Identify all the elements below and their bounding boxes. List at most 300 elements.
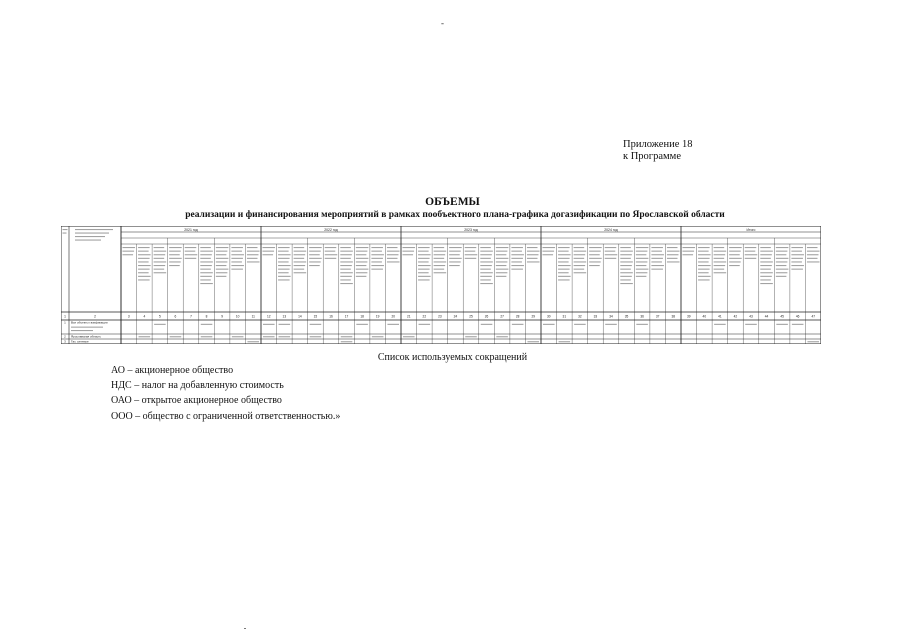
cell-value-fragment (419, 324, 431, 325)
abbreviation-item: ОАО – открытое акционерное общество (111, 395, 282, 407)
header-text-fragment (791, 269, 803, 270)
header-text-fragment (480, 247, 491, 248)
header-text-fragment (247, 247, 258, 248)
header-text-fragment (465, 251, 476, 252)
header-text-fragment (216, 276, 227, 277)
header-text-fragment (480, 279, 491, 280)
header-text-fragment (667, 258, 678, 259)
header-text-fragment (371, 269, 383, 270)
header-text-fragment (418, 258, 430, 259)
header-text-fragment (574, 265, 586, 266)
cell-value-fragment (527, 341, 539, 342)
header-text-fragment (543, 254, 554, 255)
header-text-fragment (558, 265, 571, 266)
header-text-fragment (154, 269, 165, 270)
header-text-fragment (620, 251, 633, 252)
header-text-fragment (418, 265, 431, 266)
header-text-fragment (154, 251, 167, 252)
header-text-fragment (263, 254, 274, 255)
column-number: 37 (655, 314, 660, 319)
cell-value-fragment (714, 324, 726, 325)
header-text-fragment (434, 269, 445, 270)
cell-value-fragment (310, 324, 322, 325)
header-text-fragment (574, 261, 587, 262)
header-text-fragment (620, 265, 632, 266)
cell-value-fragment (170, 336, 182, 337)
cell-value-fragment (263, 336, 275, 337)
header-text-fragment (340, 279, 351, 280)
header-text-fragment (698, 269, 710, 270)
header-text-fragment (791, 261, 802, 262)
header-text-fragment (278, 254, 291, 255)
column-number: 4 (143, 314, 146, 319)
header-text-fragment (776, 276, 787, 277)
header-text-fragment (776, 265, 787, 266)
cell-value-fragment (559, 341, 571, 342)
appendix-line-2: к Программе (623, 151, 681, 162)
header-text-fragment (527, 261, 540, 262)
header-text-fragment (216, 251, 228, 252)
header-text-fragment (807, 258, 818, 259)
header-text-fragment (480, 251, 493, 252)
column-number: 2 (94, 314, 96, 319)
header-text-fragment (138, 258, 150, 259)
header-text-fragment (185, 251, 196, 252)
header-text-fragment (169, 251, 181, 252)
header-text-fragment (480, 272, 493, 273)
header-text-fragment (620, 269, 631, 270)
header-text-fragment (496, 254, 507, 255)
header-text-fragment (294, 261, 307, 262)
header-text-fragment (185, 258, 197, 259)
header-text-fragment (185, 247, 197, 248)
header-text-fragment (558, 258, 570, 259)
header-text-fragment (340, 283, 353, 284)
header-text-fragment (200, 279, 211, 280)
header-text-fragment (574, 258, 585, 259)
header-text-fragment (309, 261, 321, 262)
header-text-fragment (200, 261, 213, 262)
header-text-fragment (340, 265, 352, 266)
row-number: 1 (64, 320, 66, 325)
column-number: 42 (733, 314, 738, 319)
header-text-fragment (418, 269, 430, 270)
header-text-fragment (605, 251, 616, 252)
appendix-note (623, 139, 692, 163)
header-text-fragment (403, 247, 416, 248)
header-text-fragment (465, 254, 478, 255)
cell-value-fragment (310, 336, 322, 337)
header-text-fragment (760, 247, 771, 248)
header-text-fragment (714, 269, 725, 270)
header-text-fragment (760, 279, 771, 280)
header-text-fragment (636, 254, 647, 255)
header-text-fragment (745, 258, 757, 259)
header-text-fragment (714, 247, 725, 248)
column-number: 24 (453, 314, 458, 319)
header-text-fragment (714, 251, 727, 252)
header-text-fragment (138, 254, 151, 255)
header-text-fragment (465, 247, 477, 248)
header-text-fragment (138, 261, 149, 262)
cell-value-fragment (201, 336, 213, 337)
header-text-fragment (340, 276, 352, 277)
year-header: 2021 год (184, 227, 198, 232)
header-text-fragment (496, 247, 509, 248)
header-text-fragment (216, 272, 228, 273)
header-text-fragment (169, 254, 180, 255)
header-text-fragment (589, 247, 602, 248)
header-text-fragment (480, 258, 491, 259)
header-text-fragment (683, 254, 694, 255)
header-text-fragment (154, 258, 165, 259)
financing-table-grid (61, 226, 821, 344)
header-text-fragment (325, 251, 336, 252)
header-text-fragment (776, 261, 788, 262)
header-text-fragment (138, 276, 151, 277)
header-text-fragment (605, 254, 618, 255)
header-text-fragment (480, 283, 493, 284)
header-text-fragment (371, 261, 382, 262)
appendix-line-1: Приложение 18 (623, 139, 693, 150)
header-text-fragment (75, 229, 113, 230)
cell-value-fragment (356, 324, 368, 325)
header-text-fragment (667, 251, 680, 252)
header-text-fragment (154, 254, 166, 255)
header-text-fragment (75, 240, 101, 241)
header-text-fragment (651, 269, 663, 270)
header-text-fragment (387, 247, 398, 248)
header-text-fragment (745, 251, 756, 252)
header-text-fragment (138, 269, 150, 270)
header-text-fragment (651, 265, 664, 266)
cell-value-fragment (232, 336, 244, 337)
header-text-fragment (340, 261, 353, 262)
header-text-fragment (418, 254, 431, 255)
header-text-fragment (403, 254, 414, 255)
document-title: ОБЪЕМЫ (425, 196, 480, 208)
column-number: 12 (267, 314, 271, 319)
header-text-fragment (278, 265, 291, 266)
header-text-fragment (636, 269, 649, 270)
header-text-fragment (278, 269, 290, 270)
header-text-fragment (340, 254, 352, 255)
column-number: 19 (375, 314, 380, 319)
header-text-fragment (589, 265, 600, 266)
header-text-fragment (403, 251, 415, 252)
header-text-fragment (636, 265, 647, 266)
header-text-fragment (698, 254, 711, 255)
column-number: 35 (624, 314, 629, 319)
header-text-fragment (434, 251, 447, 252)
header-text-fragment (294, 251, 307, 252)
header-text-fragment (216, 258, 229, 259)
header-text-fragment (760, 261, 773, 262)
header-text-fragment (231, 261, 242, 262)
header-text-fragment (278, 272, 289, 273)
header-text-fragment (636, 276, 647, 277)
cell-value-fragment (403, 336, 415, 337)
year-header: 2022 год (324, 227, 338, 232)
header-text-fragment (371, 254, 384, 255)
header-text-fragment (356, 276, 367, 277)
header-text-fragment (636, 258, 649, 259)
header-text-fragment (154, 261, 167, 262)
row-number: 2 (64, 334, 66, 339)
header-text-fragment (651, 261, 662, 262)
cell-value-fragment (792, 324, 804, 325)
header-text-fragment (371, 247, 383, 248)
header-text-fragment (605, 247, 617, 248)
header-text-fragment (605, 258, 617, 259)
header-text-fragment (434, 254, 446, 255)
header-text-fragment (807, 261, 820, 262)
header-text-fragment (387, 258, 398, 259)
header-text-fragment (589, 258, 602, 259)
cell-value-fragment (263, 324, 275, 325)
cell-value-fragment (776, 324, 788, 325)
column-number: 41 (718, 314, 722, 319)
header-text-fragment (231, 254, 244, 255)
header-text-fragment (449, 261, 461, 262)
header-text-fragment (480, 269, 491, 270)
header-text-fragment (558, 261, 569, 262)
header-text-fragment (776, 269, 789, 270)
header-text-fragment (745, 254, 758, 255)
header-text-fragment (760, 265, 772, 266)
header-text-fragment (729, 251, 741, 252)
cell-value-fragment (139, 336, 151, 337)
header-text-fragment (138, 251, 149, 252)
header-text-fragment (636, 247, 649, 248)
header-text-fragment (729, 261, 741, 262)
header-text-fragment (620, 254, 632, 255)
header-text-fragment (651, 247, 663, 248)
header-text-fragment (776, 258, 789, 259)
header-text-fragment (278, 279, 290, 280)
header-text-fragment (231, 251, 242, 252)
header-text-fragment (231, 258, 243, 259)
cell-value-fragment (574, 324, 586, 325)
row-name-fragment (71, 327, 103, 328)
header-text-fragment (325, 258, 337, 259)
cell-value-fragment (372, 336, 384, 337)
header-text-fragment (791, 254, 804, 255)
abbreviation-item: НДС – налог на добавленную стоимость (111, 380, 284, 392)
header-text-fragment (496, 261, 508, 262)
header-text-fragment (418, 279, 430, 280)
header-text-fragment (325, 254, 338, 255)
header-text-fragment (760, 272, 773, 273)
header-text-fragment (511, 261, 522, 262)
header-text-fragment (480, 254, 492, 255)
header-text-fragment (278, 261, 289, 262)
header-text-fragment (807, 254, 819, 255)
column-number: 10 (235, 314, 240, 319)
column-number: 20 (391, 314, 395, 319)
column-number: 31 (562, 314, 567, 319)
cell-value-fragment (279, 324, 291, 325)
header-text-fragment (434, 265, 446, 266)
header-text-fragment (169, 258, 182, 259)
abbreviation-item: ООО – общество с ограниченной ответственностью.» (111, 410, 341, 422)
header-text-fragment (480, 265, 492, 266)
header-text-fragment (200, 265, 212, 266)
header-text-fragment (449, 258, 462, 259)
header-text-fragment (387, 251, 400, 252)
header-text-fragment (760, 283, 773, 284)
cell-value-fragment (807, 341, 819, 342)
cell-value-fragment (636, 324, 648, 325)
column-number: 26 (484, 314, 489, 319)
header-text-fragment (418, 276, 431, 277)
header-text-fragment (589, 251, 601, 252)
cell-value-fragment (605, 324, 617, 325)
column-number: 8 (205, 314, 208, 319)
column-number: 47 (811, 314, 815, 319)
header-text-fragment (216, 265, 227, 266)
header-text-fragment (325, 247, 337, 248)
header-text-fragment (138, 265, 151, 266)
header-text-fragment (511, 254, 524, 255)
header-text-fragment (356, 254, 367, 255)
cell-value-fragment (543, 324, 555, 325)
header-text-fragment (418, 251, 429, 252)
header-text-fragment (511, 265, 524, 266)
header-text-fragment (745, 247, 757, 248)
header-text-fragment (791, 251, 802, 252)
header-text-fragment (309, 251, 321, 252)
column-number: 25 (469, 314, 473, 319)
header-text-fragment (138, 279, 150, 280)
header-text-fragment (356, 261, 368, 262)
header-text-fragment (356, 251, 368, 252)
header-text-fragment (371, 265, 384, 266)
header-text-fragment (496, 272, 508, 273)
header-text-fragment (216, 261, 228, 262)
column-number: 14 (298, 314, 302, 319)
header-text-fragment (620, 258, 631, 259)
header-text-fragment (169, 261, 181, 262)
cell-value-fragment (279, 336, 291, 337)
column-number: 21 (407, 314, 411, 319)
header-text-fragment (651, 251, 662, 252)
document-subtitle: реализации и финансирования мероприятий в рамках пообъектного плана-графика догазификации по Ярославской области (185, 210, 725, 220)
header-text-fragment (371, 251, 382, 252)
column-number: 13 (282, 314, 287, 319)
financing-table (61, 226, 821, 344)
header-text-fragment (278, 247, 290, 248)
header-text-fragment (620, 279, 631, 280)
header-text-fragment (620, 283, 633, 284)
column-number: 40 (702, 314, 707, 319)
header-text-fragment (449, 265, 460, 266)
header-text-fragment (527, 251, 540, 252)
header-text-fragment (294, 272, 307, 273)
header-text-fragment (620, 272, 633, 273)
abbreviations-list (111, 363, 340, 424)
header-text-fragment (791, 247, 803, 248)
header-text-fragment (278, 276, 291, 277)
header-text-fragment (216, 269, 229, 270)
column-number: 44 (764, 314, 769, 319)
header-text-fragment (558, 247, 570, 248)
header-text-fragment (776, 272, 788, 273)
row-name: Все объекты газификации (71, 320, 108, 325)
header-text-fragment (511, 258, 523, 259)
header-text-fragment (200, 283, 213, 284)
header-text-fragment (714, 258, 725, 259)
header-text-fragment (651, 254, 664, 255)
header-text-fragment (558, 269, 570, 270)
cell-value-fragment (481, 324, 493, 325)
header-text-fragment (247, 261, 260, 262)
header-text-fragment (776, 251, 788, 252)
header-text-fragment (200, 247, 211, 248)
column-number: 28 (515, 314, 520, 319)
header-text-fragment (123, 251, 135, 252)
header-text-fragment (683, 251, 695, 252)
header-text-fragment (511, 247, 523, 248)
header-text-fragment (75, 236, 105, 237)
header-text-fragment (418, 261, 429, 262)
header-text-fragment (263, 247, 276, 248)
column-number: 39 (687, 314, 691, 319)
header-text-fragment (418, 272, 429, 273)
header-text-fragment (791, 258, 803, 259)
header-text-fragment (356, 265, 367, 266)
header-text-fragment (558, 276, 571, 277)
column-number: 18 (360, 314, 364, 319)
page-mark: - (441, 18, 444, 28)
header-text-fragment (574, 247, 585, 248)
cell-value-fragment (341, 341, 353, 342)
header-text-fragment (309, 247, 322, 248)
header-text-fragment (294, 269, 305, 270)
header-text-fragment (760, 258, 771, 259)
header-text-fragment (294, 258, 305, 259)
row-name: Ярославская область (71, 334, 102, 339)
header-text-fragment (200, 258, 211, 259)
cell-value-fragment (387, 324, 399, 325)
header-text-fragment (589, 254, 600, 255)
header-text-fragment (449, 247, 462, 248)
header-text-fragment (574, 254, 586, 255)
header-text-fragment (340, 272, 353, 273)
header-text-fragment (169, 247, 182, 248)
year-header: 2024 год (604, 227, 618, 232)
header-text-fragment (294, 247, 305, 248)
column-number: 33 (593, 314, 598, 319)
header-text-fragment (714, 265, 726, 266)
column-number: 30 (547, 314, 551, 319)
abbreviation-item: АО – акционерное общество (111, 365, 234, 376)
header-text-fragment (449, 254, 460, 255)
header-text-fragment (714, 272, 727, 273)
header-text-fragment (807, 247, 818, 248)
header-text-fragment (63, 229, 68, 230)
header-text-fragment (309, 258, 322, 259)
header-text-fragment (309, 254, 320, 255)
header-text-fragment (667, 247, 678, 248)
header-text-fragment (154, 247, 165, 248)
header-text-fragment (729, 265, 740, 266)
header-text-fragment (169, 265, 180, 266)
row-name-fragment (71, 330, 93, 331)
header-text-fragment (620, 276, 632, 277)
header-text-fragment (340, 258, 351, 259)
header-text-fragment (356, 247, 369, 248)
